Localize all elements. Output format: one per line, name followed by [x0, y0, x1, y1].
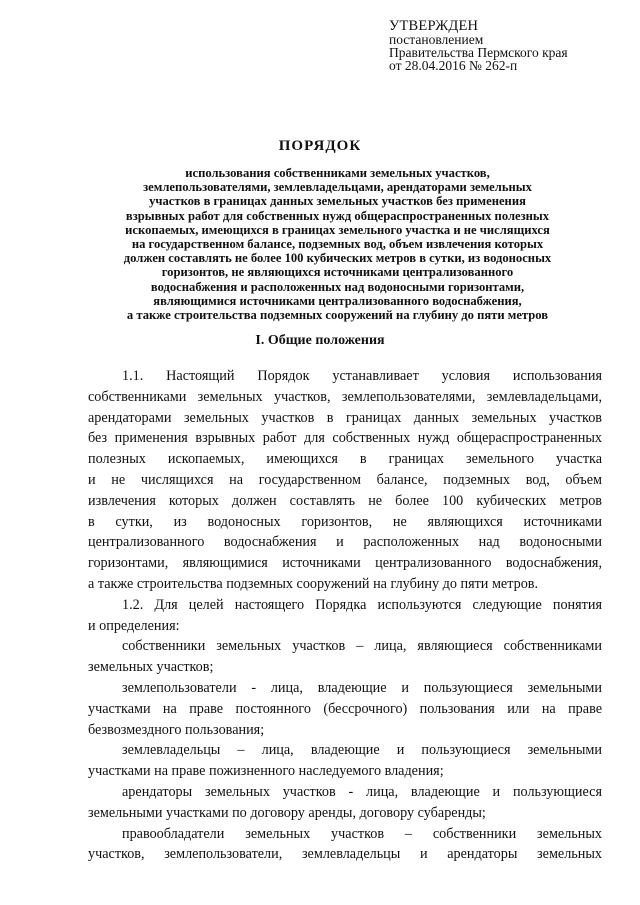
body-line: горизонтами, являющимися источниками централизованного водоснабжения, [88, 555, 602, 572]
body-line: и определения: [88, 617, 180, 634]
subtitle-line: участков в границах данных земельных участков без применения [149, 194, 526, 209]
subtitle-line: землепользователями, землевладельцами, арендаторами земельных [143, 180, 532, 195]
body-line: полезных ископаемых, имеющихся в границах земельного участка [88, 451, 602, 468]
body-line: арендаторы земельных участков - лица, владеющие и пользующиеся [122, 783, 602, 800]
body-line: землепользователи - лица, владеющие и пользующиеся земельными [122, 679, 602, 696]
subtitle-line: ископаемых, имеющихся в границах земельного участка и не числящихся [125, 222, 550, 237]
approval-line: от 28.04.2016 № 262-п [389, 58, 518, 73]
document-title: ПОРЯДОК [278, 138, 362, 154]
subtitle-line: должен составлять не более 100 кубических метров в сутки, из водоносных [123, 251, 552, 266]
body-line: извлечения которых должен составлять не более 100 кубических метров [88, 492, 602, 509]
body-line: 1.2. Для целей настоящего Порядка используются следующие понятия [122, 596, 602, 613]
approval-line: Правительства Пермского края [389, 45, 568, 60]
subtitle-line: водоснабжения и расположенных над водоносными горизонтами, [150, 279, 525, 294]
body-line: 1.1. Настоящий Порядок устанавливает условия использования [122, 368, 602, 384]
body-line: участками на праве пожизненного наследуемого владения; [88, 763, 444, 780]
body-line: безвозмездного пользования; [88, 721, 265, 738]
body-line: централизованного водоснабжения и расположенных над водоносными [88, 534, 602, 551]
subtitle-line: горизонтов, не являющихся источниками централизованного [161, 265, 514, 280]
body-line: а также строительства подземных сооружений на глубину до пяти метров. [88, 575, 539, 592]
body-text [88, 366, 602, 865]
body-line: и не числящихся на государственном балансе, подземных вод, объем [88, 471, 602, 488]
subtitle-line: взрывных работ для собственных нужд общераспространенных полезных [125, 208, 550, 223]
body-line: землевладельцы – лица, владеющие и пользующиеся земельными [122, 742, 602, 759]
body-line: в сутки, из водоносных горизонтов, не являющихся источниками [88, 513, 602, 530]
subtitle-line: являющимися источниками централизованного водоснабжения, [153, 293, 522, 308]
body-line: участков, землепользователи, землевладельцы и арендаторы земельных [88, 846, 602, 863]
subtitle-line: использования собственниками земельных участков, [185, 166, 490, 180]
body-line: собственниками земельных участков, землепользователями, землевладельцами, [88, 388, 602, 405]
approval-line: постановлением [389, 32, 484, 47]
body-line: участками на праве постоянного (бессрочного) пользования или на праве [88, 700, 602, 717]
approval-heading: УТВЕРЖДЕН [389, 18, 479, 34]
subtitle-line: на государственном балансе, подземных вод, объем извлечения которых [131, 237, 544, 252]
body-line: земельными участками по договору аренды, договору субаренды; [88, 804, 486, 821]
body-line: собственники земельных участков – лица, являющиеся собственниками [122, 638, 602, 655]
subtitle-line: а также строительства подземных сооружений на глубину до пяти метров [126, 308, 549, 323]
body-line: правообладатели земельных участков – собственники земельных [122, 825, 602, 842]
body-line: земельных участков; [88, 659, 214, 676]
document-subtitle [55, 166, 620, 322]
approval-stamp [389, 20, 629, 72]
body-line: без применения взрывных работ для собственных нужд общераспространенных [88, 430, 602, 447]
body-line: арендаторами земельных участков в границах данных земельных участков [88, 409, 602, 426]
section-heading: I. Общие положения [255, 333, 385, 348]
